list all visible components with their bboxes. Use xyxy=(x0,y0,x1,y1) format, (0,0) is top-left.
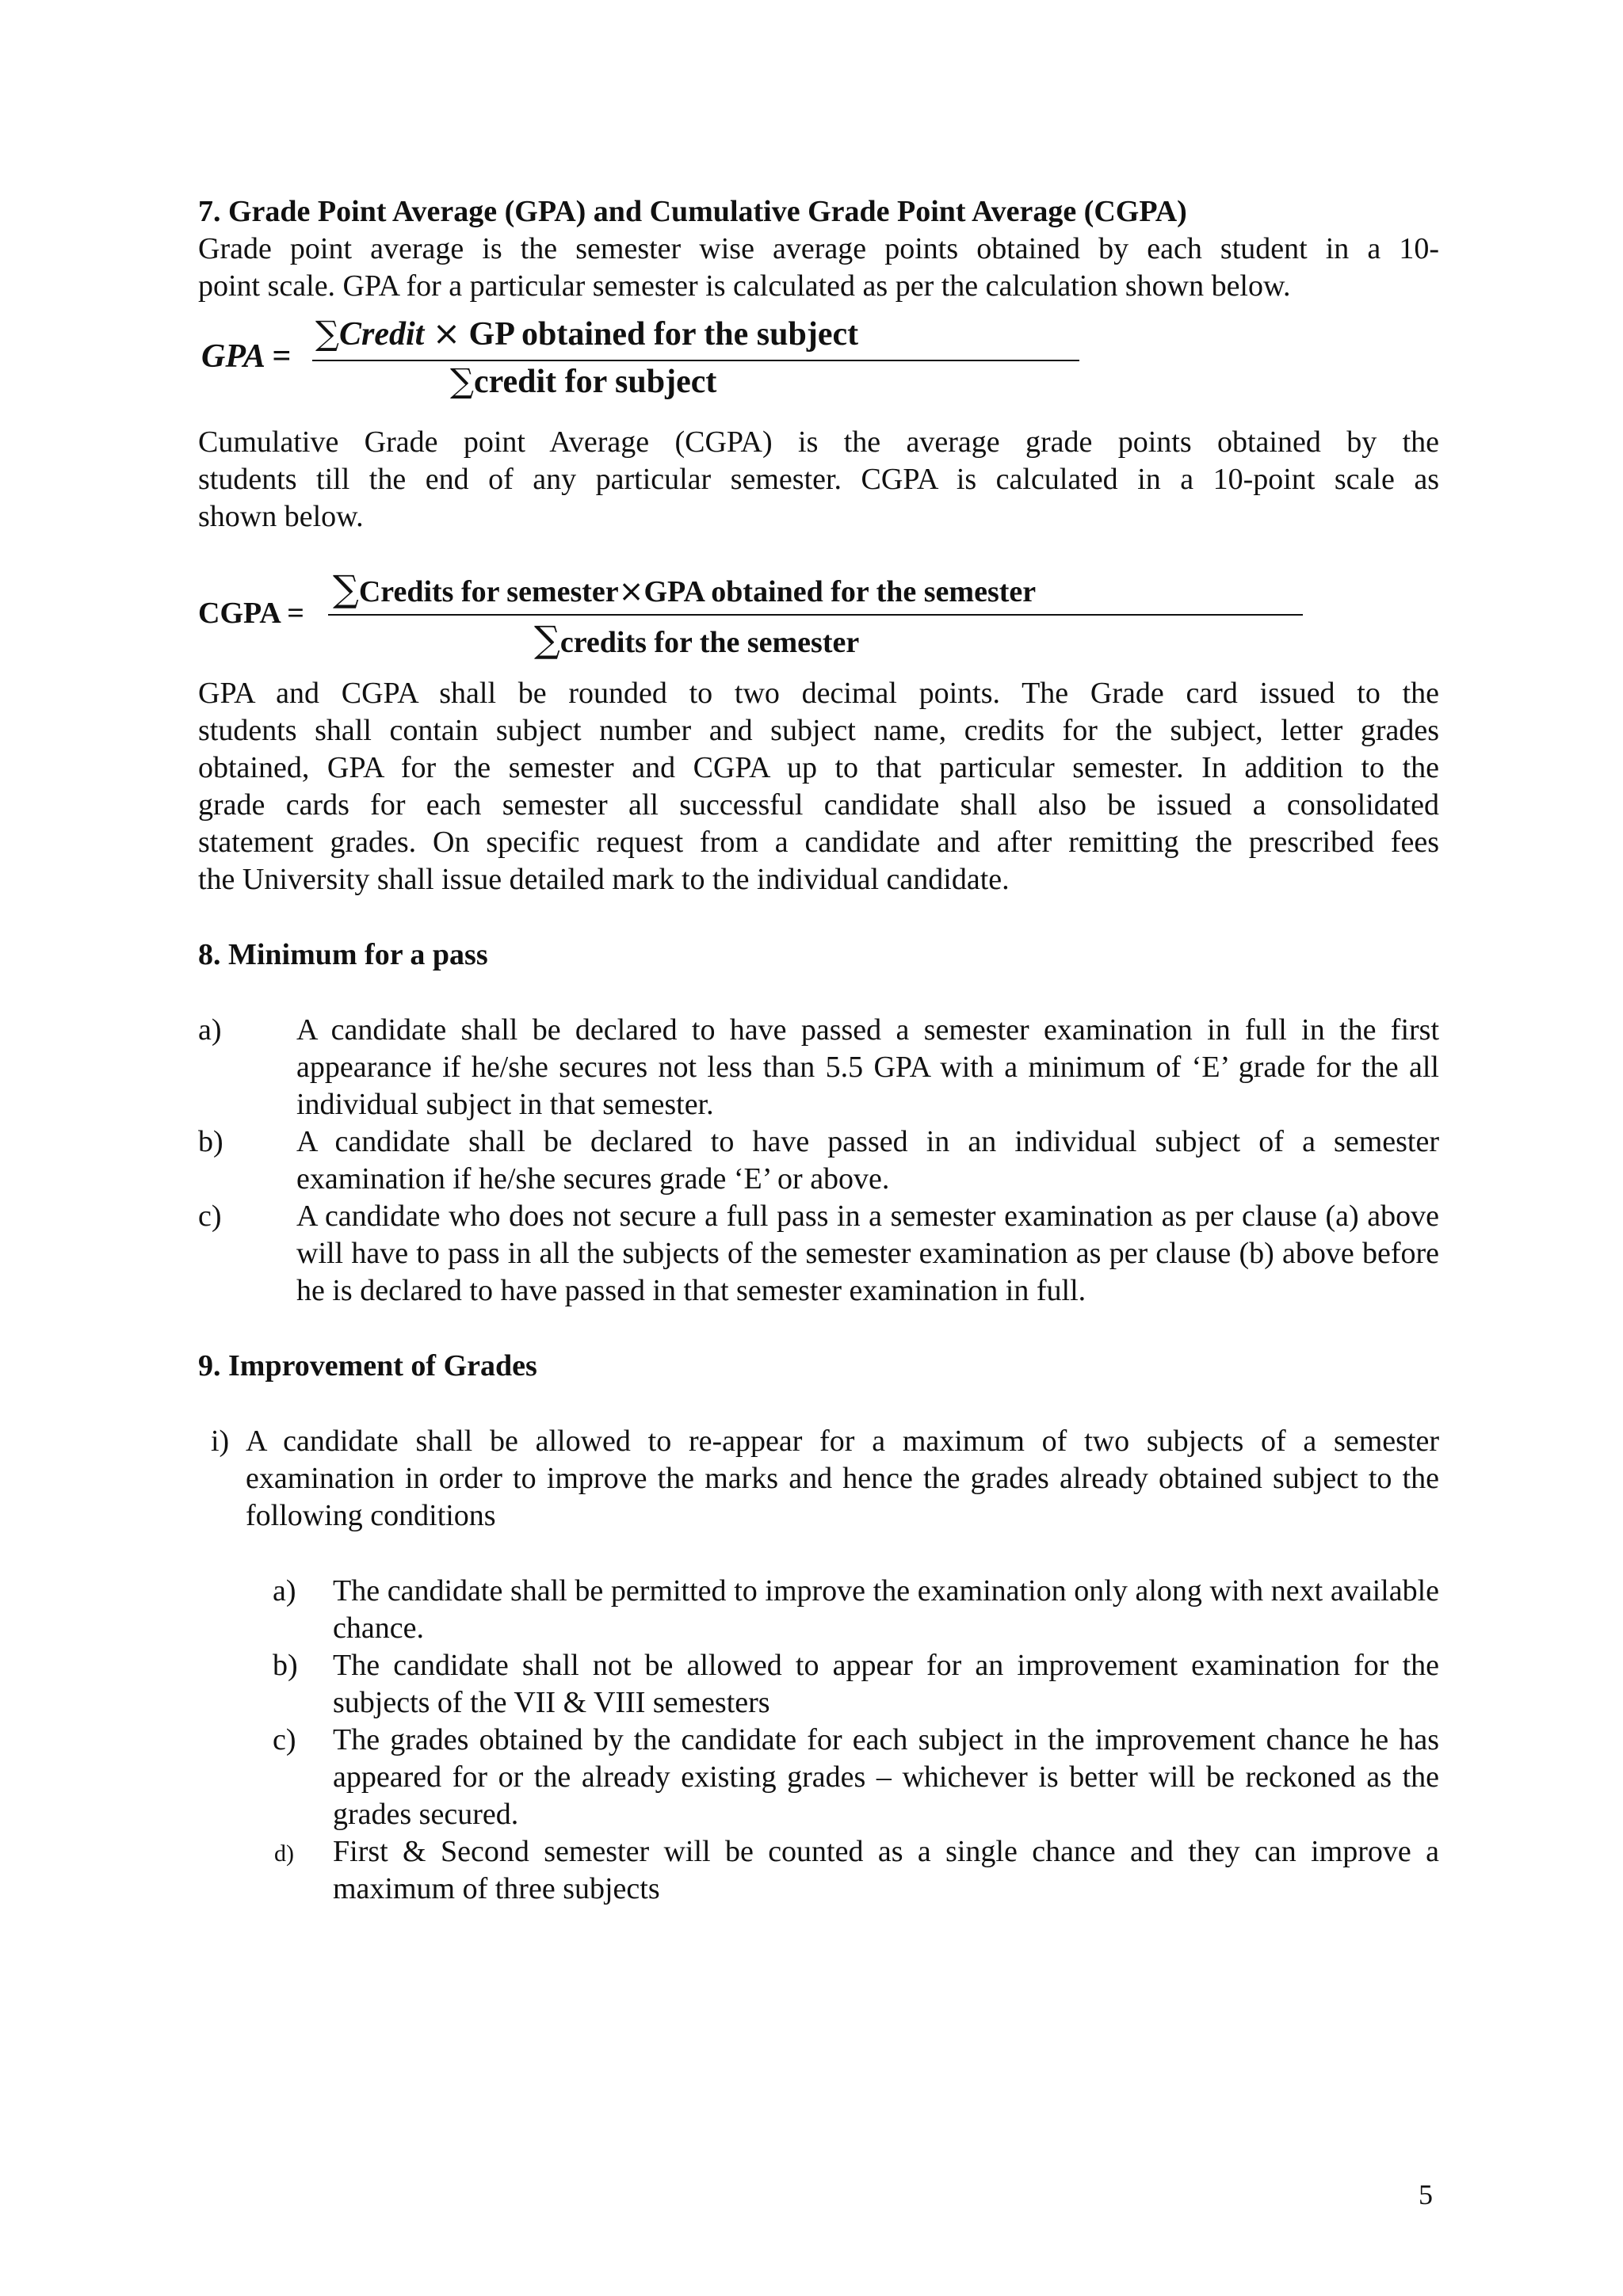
section-7-para-3-line-5: statement grades. On specific request from a candidate and after remitting the prescribed fees xyxy=(198,826,1439,859)
list-item xyxy=(198,1833,1439,1908)
gpa-formula-denominator-text: credit for subject xyxy=(473,364,717,400)
section-7-para-3-line-1: GPA and CGPA shall be rounded to two decimal points. The Grade card issued to the xyxy=(198,677,1439,710)
sigma-symbol: ∑ xyxy=(315,314,339,353)
list-item xyxy=(198,1423,1439,1535)
list-marker: b) xyxy=(198,1125,223,1158)
gpa-formula-denominator xyxy=(450,362,716,401)
list-item-text: The candidate shall be permitted to improve the examination only along with next available chance. xyxy=(333,1574,1439,1645)
section-9-heading: 9. Improvement of Grades xyxy=(198,1349,537,1383)
gpa-formula-numerator xyxy=(315,315,858,353)
cgpa-formula-denominator-text: credits for the semester xyxy=(559,626,860,659)
list-item-text: A candidate who does not secure a full pass in a semester examination as per clause (a) above will have to pass in all the subjects of the semester examination as per clause (b) above before he is declared to have passed in that semester examination in full. xyxy=(296,1199,1439,1307)
section-7-para-2-line-3: shown below. xyxy=(198,500,364,533)
section-7-para-3-line-2: students shall contain subject number and subject name, credits for the subject, letter grades xyxy=(198,714,1439,747)
cgpa-formula-lhs: CGPA = xyxy=(198,597,304,630)
gpa-formula-numerator-text: GP obtained for the subject xyxy=(468,316,859,353)
document-page xyxy=(198,193,1439,1908)
section-7-para-2-line-1: Cumulative Grade point Average (CGPA) is the average grade points obtained by the xyxy=(198,425,1439,459)
list-item-text: The candidate shall not be allowed to appear for an improvement examination for the subjects of the VII & VIII semesters xyxy=(333,1649,1439,1719)
list-item xyxy=(198,1722,1439,1833)
cgpa-formula-numerator-a: Credits for semester xyxy=(358,575,619,608)
list-item xyxy=(198,1198,1439,1310)
list-item-text: A candidate shall be declared to have passed a semester examination in full in the first appearance if he/she secures not less than 5.5 GPA with a minimum of ‘E’ grade for the all individual subject in that semester. xyxy=(296,1013,1439,1121)
times-symbol: × xyxy=(618,574,644,608)
cgpa-formula-numerator xyxy=(333,567,1037,611)
list-item-text: First & Second semester will be counted as a single chance and they can improve a maximum of three subjects xyxy=(333,1835,1439,1905)
list-item xyxy=(198,1012,1439,1123)
section-7-para-3-line-6: the University shall issue detailed mark to the individual candidate. xyxy=(198,863,1010,896)
section-7-para-1-line-1: Grade point average is the semester wise average points obtained by each student in a 10- xyxy=(198,232,1439,265)
gpa-fraction-bar xyxy=(312,360,1079,361)
list-marker: b) xyxy=(273,1649,298,1682)
section-7-heading: 7. Grade Point Average (GPA) and Cumulative Grade Point Average (CGPA) xyxy=(198,195,1187,228)
list-item xyxy=(198,1573,1439,1647)
page-number: 5 xyxy=(1419,2179,1433,2210)
cgpa-formula-numerator-b: GPA obtained for the semester xyxy=(643,575,1037,608)
list-marker: i) xyxy=(211,1425,230,1458)
gpa-formula-lhs: GPA = xyxy=(201,338,291,375)
cgpa-formula-denominator xyxy=(534,618,860,662)
list-item xyxy=(198,1647,1439,1722)
times-symbol: × xyxy=(432,314,461,353)
list-marker: c) xyxy=(273,1723,296,1756)
list-item xyxy=(198,1123,1439,1198)
cgpa-fraction-bar xyxy=(328,614,1303,616)
section-7-para-3-line-3: obtained, GPA for the semester and CGPA up to that particular semester. In addition to the xyxy=(198,751,1439,784)
list-item-text: A candidate shall be allowed to re-appear for a maximum of two subjects of a semester examination in order to improve the marks and hence the grades already obtained subject to the following conditions xyxy=(246,1425,1439,1532)
gpa-formula xyxy=(198,305,1439,424)
section-8-heading: 8. Minimum for a pass xyxy=(198,938,488,971)
list-marker: d) xyxy=(274,1840,294,1867)
list-marker: a) xyxy=(273,1574,296,1608)
sigma-symbol: ∑ xyxy=(534,618,560,661)
section-7-para-2-line-2: students till the end of any particular semester. CGPA is calculated in a 10-point scale as xyxy=(198,463,1439,496)
list-item-text: A candidate shall be declared to have passed in an individual subject of a semester examination if he/she secures grade ‘E’ or above. xyxy=(296,1125,1439,1196)
sigma-symbol: ∑ xyxy=(333,567,359,610)
section-7-para-1-line-2: point scale. GPA for a particular semester is calculated as per the calculation shown below. xyxy=(198,269,1291,303)
list-marker: a) xyxy=(198,1013,222,1047)
list-item-text: The grades obtained by the candidate for each subject in the improvement chance he has appeared for or the already existing grades – whichever is better will be reckoned as the grades secured. xyxy=(333,1723,1439,1831)
gpa-formula-credit: Credit xyxy=(338,316,425,353)
section-7-para-3-line-4: grade cards for each semester all successful candidate shall also be issued a consolidated xyxy=(198,788,1439,822)
cgpa-formula xyxy=(198,536,1439,675)
sigma-symbol: ∑ xyxy=(450,361,474,400)
list-marker: c) xyxy=(198,1199,222,1233)
